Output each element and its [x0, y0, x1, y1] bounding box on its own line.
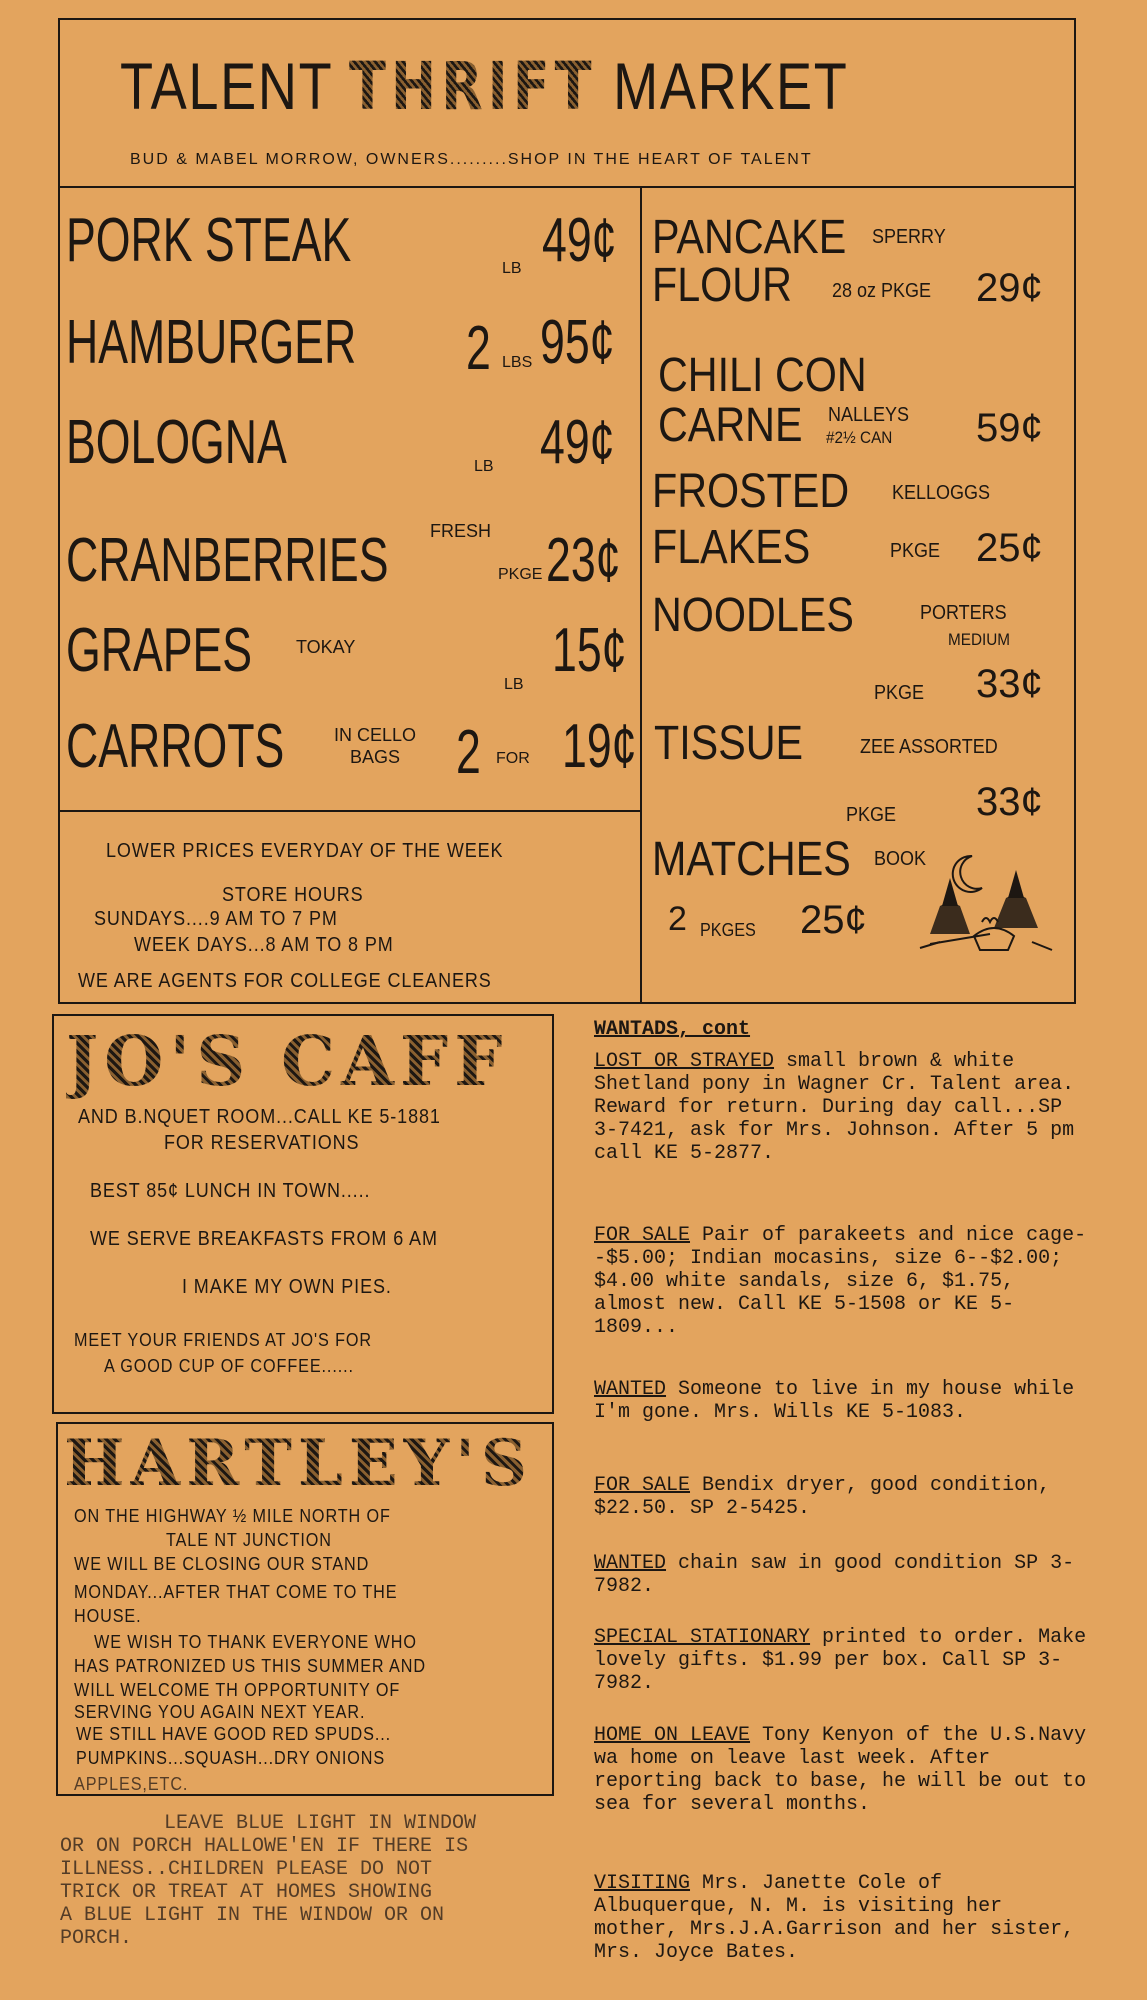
hamburger-label: HAMBURGER: [66, 308, 357, 377]
cranberries-label: CRANBERRIES: [66, 526, 389, 595]
hamburger-unit: LBS: [502, 354, 533, 371]
wantad-heading: WANTED: [594, 1552, 667, 1575]
cranberries-price: 23¢: [546, 526, 621, 595]
noodles-unit: PKGE: [874, 682, 925, 704]
tissue-label: TISSUE: [654, 717, 804, 770]
jos-banquet-line: AND B.NQUET ROOM...CALL KE 5-1881: [78, 1106, 441, 1128]
pancake-label: PANCAKE: [652, 211, 847, 264]
jos-lunch-line: BEST 85¢ LUNCH IN TOWN.....: [90, 1180, 371, 1202]
jos-coffee-line: A GOOD CUP OF COFFEE......: [104, 1356, 354, 1376]
halloween-line: PORCH.: [60, 1927, 133, 1950]
store-name: TALENT THRIFT MARKET: [120, 48, 849, 125]
flakes-unit: PKGE: [890, 540, 941, 562]
carne-label: CARNE: [658, 399, 803, 452]
wantad-body: chain saw in good condition SP 3-7982.: [594, 1552, 1075, 1598]
halloween-line: A BLUE LIGHT IN THE WINDOW OR ON: [60, 1904, 445, 1927]
carrots-qty: 2: [456, 718, 481, 787]
carne-size: #2½ CAN: [826, 428, 893, 447]
wantad-item: [594, 1626, 1088, 1695]
wantad-body: Pair of parakeets and nice cage--$5.00; Indian mocasins, size 6--$2.00; $4.00 white sandals, size 6, $1.75, almost new. Call KE 5-1508 or KE 5-1809...: [594, 1224, 1087, 1339]
halloween-line: TRICK OR TREAT AT HOMES SHOWING: [60, 1881, 433, 1904]
carne-price: 59¢: [976, 406, 1043, 450]
hamburger-price: 95¢: [540, 308, 615, 377]
matches-qty: 2: [668, 900, 687, 938]
carrots-price: 19¢: [562, 712, 637, 781]
wantad-heading: HOME ON LEAVE: [594, 1724, 751, 1747]
hartleys-line: APPLES,ETC.: [74, 1774, 189, 1794]
carrots-note: IN CELLO BAGS: [333, 725, 417, 767]
hartleys-line: WILL WELCOME TH OPPORTUNITY OF: [74, 1680, 401, 1700]
noodles-kind: MEDIUM: [948, 630, 1011, 649]
wantad-item: [594, 1724, 1088, 1816]
pork-steak-label: PORK STEAK: [66, 206, 352, 275]
jos-friends-line: MEET YOUR FRIENDS AT JO'S FOR: [74, 1330, 373, 1350]
hartleys-line: WE STILL HAVE GOOD RED SPUDS...: [76, 1724, 392, 1744]
noodles-price: 33¢: [976, 662, 1043, 706]
wantad-heading: FOR SALE: [594, 1474, 691, 1497]
matches-kind: BOOK: [874, 848, 927, 870]
grapes-label: GRAPES: [66, 616, 253, 685]
matches-price: 25¢: [800, 898, 867, 942]
wantad-body: small brown & white Shetland pony in Wagner Cr. Talent area. Reward for return. During day call...SP 3-7421, ask for Mrs. Johnson. After 5 pm call KE 5-2877.: [594, 1050, 1075, 1165]
halloween-line: ILLNESS..CHILDREN PLEASE DO NOT: [60, 1858, 433, 1881]
hamburger-qty: 2: [466, 314, 491, 383]
cranberries-unit: PKGE: [498, 566, 543, 583]
wantad-heading: VISITING: [594, 1872, 691, 1895]
jos-breakfast-line: WE SERVE BREAKFASTS FROM 6 AM: [90, 1228, 438, 1250]
wantads-header: WANTADS, cont: [594, 1018, 751, 1041]
tissue-unit: PKGE: [846, 804, 897, 826]
flour-price: 29¢: [976, 266, 1043, 310]
hartleys-title: HARTLEY'S: [64, 1426, 534, 1501]
pork-steak-price: 49¢: [542, 206, 617, 275]
wantad-item: [594, 1872, 1088, 1964]
pork-steak-unit: LB: [502, 260, 522, 277]
carrots-unit: FOR: [496, 750, 530, 767]
lower-prices-note: LOWER PRICES EVERYDAY OF THE WEEK: [106, 840, 504, 862]
weekday-hours: WEEK DAYS...8 AM TO 8 PM: [134, 934, 394, 956]
sunday-hours: SUNDAYS....9 AM TO 7 PM: [94, 908, 338, 930]
hartleys-line: TALE NT JUNCTION: [166, 1530, 332, 1550]
wantad-heading: SPECIAL STATIONARY: [594, 1626, 811, 1649]
wantad-item: [594, 1474, 1088, 1520]
wantad-body: Someone to live in my house while I'm gone. Mrs. Wills KE 5-1083.: [594, 1378, 1075, 1424]
store-hours-title: STORE HOURS: [222, 884, 364, 906]
thrift-column-divider: [640, 188, 642, 1004]
jos-reservations-line: FOR RESERVATIONS: [164, 1132, 360, 1154]
wantad-item: [594, 1552, 1088, 1598]
noodles-label: NOODLES: [652, 589, 854, 642]
college-cleaners-note: WE ARE AGENTS FOR COLLEGE CLEANERS: [78, 970, 492, 992]
hartleys-line: WE WISH TO THANK EVERYONE WHO: [94, 1632, 417, 1652]
carne-brand: NALLEYS: [828, 404, 910, 426]
store-owners: BUD & MABEL MORROW, OWNERS.........SHOP IN THE HEART OF TALENT: [130, 151, 813, 168]
wantad-heading: LOST OR STRAYED: [594, 1050, 775, 1073]
grapes-unit: LB: [504, 676, 524, 693]
cranberries-note: FRESH: [430, 521, 492, 541]
hartleys-line: HAS PATRONIZED US THIS SUMMER AND: [74, 1656, 426, 1676]
noodles-brand: PORTERS: [920, 602, 1007, 624]
matches-label: MATCHES: [652, 833, 851, 886]
thrift-footer-divider: [58, 810, 642, 812]
wantad-heading: WANTED: [594, 1378, 667, 1401]
frosted-label: FROSTED: [652, 465, 850, 518]
wantad-body: Mrs. Janette Cole of Albuquerque, N. M. is visiting her mother, Mrs.J.A.Garrison and her sister, Mrs. Joyce Bates.: [594, 1872, 1075, 1964]
hartleys-line: WE WILL BE CLOSING OUR STAND: [74, 1554, 370, 1574]
pancake-brand: SPERRY: [872, 226, 946, 248]
grapes-price: 15¢: [552, 616, 627, 685]
flour-label: FLOUR: [652, 259, 792, 312]
carrots-label: CARROTS: [66, 712, 285, 781]
bologna-unit: LB: [474, 458, 494, 475]
flakes-price: 25¢: [976, 526, 1043, 570]
chili-label: CHILI CON: [658, 349, 867, 402]
wantad-body: Bendix dryer, good condition, $22.50. SP 2-5425.: [594, 1474, 1051, 1520]
hartleys-line: HOUSE.: [74, 1606, 142, 1626]
hartleys-line: ON THE HIGHWAY ½ MILE NORTH OF: [74, 1506, 391, 1526]
tissue-price: 33¢: [976, 780, 1043, 824]
matches-unit: PKGES: [700, 920, 756, 940]
jos-pies-line: I MAKE MY OWN PIES.: [182, 1276, 392, 1298]
bologna-label: BOLOGNA: [66, 408, 287, 477]
bologna-price: 49¢: [540, 408, 615, 477]
wantad-item: [594, 1378, 1088, 1424]
hartleys-line: SERVING YOU AGAIN NEXT YEAR.: [74, 1702, 366, 1722]
wantad-body: Tony Kenyon of the U.S.Navy wa home on leave last week. After reporting back to base, he will be out to sea for several months.: [594, 1724, 1087, 1816]
witches-illustration-icon: [912, 848, 1062, 958]
grapes-note: TOKAY: [296, 637, 356, 657]
wantad-item: [594, 1050, 1088, 1165]
tissue-brand: ZEE ASSORTED: [860, 736, 998, 758]
wantad-heading: FOR SALE: [594, 1224, 691, 1247]
wantad-item: [594, 1224, 1088, 1339]
hartleys-line: PUMPKINS...SQUASH...DRY ONIONS: [76, 1748, 386, 1768]
halloween-line: LEAVE BLUE LIGHT IN WINDOW: [164, 1812, 477, 1835]
hartleys-line: MONDAY...AFTER THAT COME TO THE: [74, 1582, 398, 1602]
wantad-body: printed to order. Make lovely gifts. $1.99 per box. Call SP 3-7982.: [594, 1626, 1087, 1695]
flakes-label: FLAKES: [652, 521, 811, 574]
frosted-brand: KELLOGGS: [892, 482, 991, 504]
jos-caff-title: JO'S CAFF: [66, 1022, 509, 1102]
halloween-line: OR ON PORCH HALLOWE'EN IF THERE IS: [60, 1835, 469, 1858]
flour-size: 28 oz PKGE: [832, 280, 932, 302]
